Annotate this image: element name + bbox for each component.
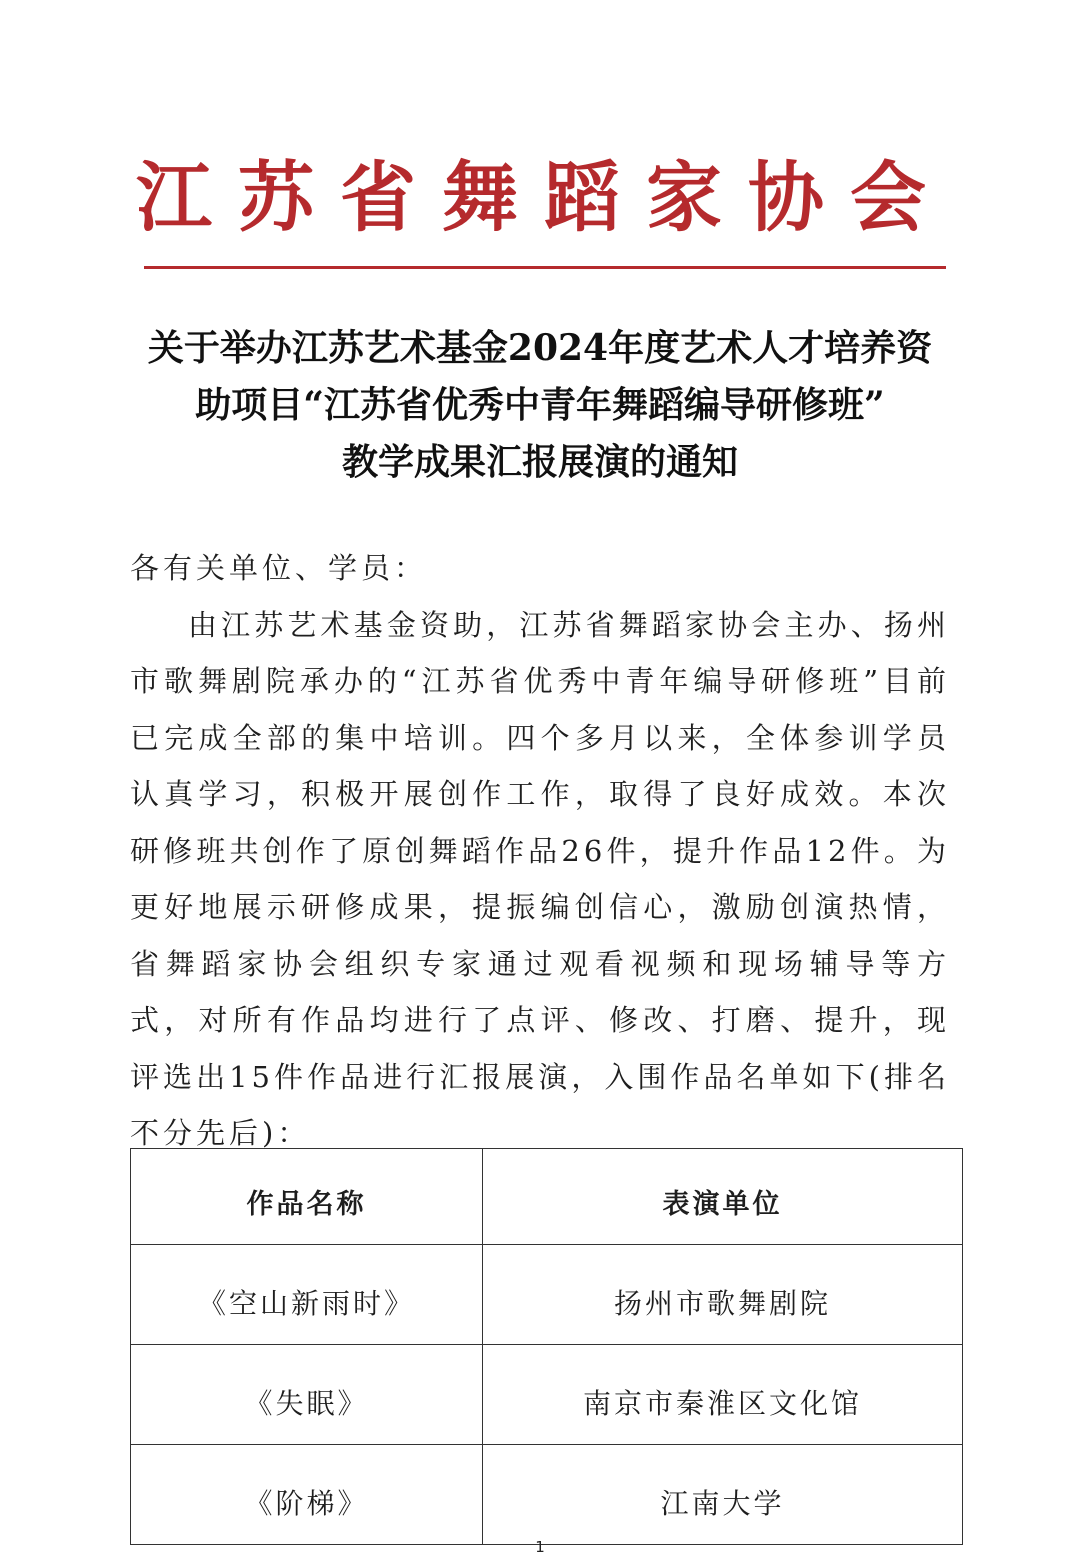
title-line-2: 助项目“江苏省优秀中青年舞蹈编导研修班” xyxy=(195,384,885,426)
header-divider xyxy=(144,266,946,269)
table-header-row xyxy=(131,1149,963,1245)
works-table xyxy=(130,1148,963,1545)
document-title xyxy=(100,320,980,491)
body-paragraph: 由江苏艺术基金资助，江苏省舞蹈家协会主办、扬州市歌舞剧院承办的“江苏省优秀中青年编导研修班”目前已完成全部的集中培训。四个多月以来，全体参训学员认真学习，积极开展创作工作，取得了良好成效。本次研修班共创作了原创舞蹈作品26件，提升作品12件。为更好地展示研修成果，提振编创信心，激励创演热情，省舞蹈家协会组织专家通过观看视频和现场辅导等方式，对所有作品均进行了点评、修改、打磨、提升，现评选出15件作品进行汇报展演，入围作品名单如下(排名不分先后)： xyxy=(130,607,950,1150)
table-row xyxy=(131,1445,963,1545)
column-header-performing-unit: 表演单位 xyxy=(483,1149,963,1245)
performing-unit-cell: 南京市秦淮区文化馆 xyxy=(483,1345,963,1445)
performing-unit-cell: 江南大学 xyxy=(483,1445,963,1545)
document-body xyxy=(130,540,950,1162)
title-line-1: 关于举办江苏艺术基金2024年度艺术人才培养资 xyxy=(147,327,933,369)
table-row xyxy=(131,1345,963,1445)
performing-unit-cell: 扬州市歌舞剧院 xyxy=(483,1245,963,1345)
work-name-cell: 《失眠》 xyxy=(131,1345,483,1445)
organization-header: 江苏省舞蹈家协会 xyxy=(136,153,952,242)
page-number: 1 xyxy=(535,1538,545,1556)
title-line-3: 教学成果汇报展演的通知 xyxy=(341,441,738,483)
salutation: 各有关单位、学员： xyxy=(130,551,428,585)
work-name-cell: 《阶梯》 xyxy=(131,1445,483,1545)
column-header-work-name: 作品名称 xyxy=(131,1149,483,1245)
work-name-cell: 《空山新雨时》 xyxy=(131,1245,483,1345)
table-row xyxy=(131,1245,963,1345)
